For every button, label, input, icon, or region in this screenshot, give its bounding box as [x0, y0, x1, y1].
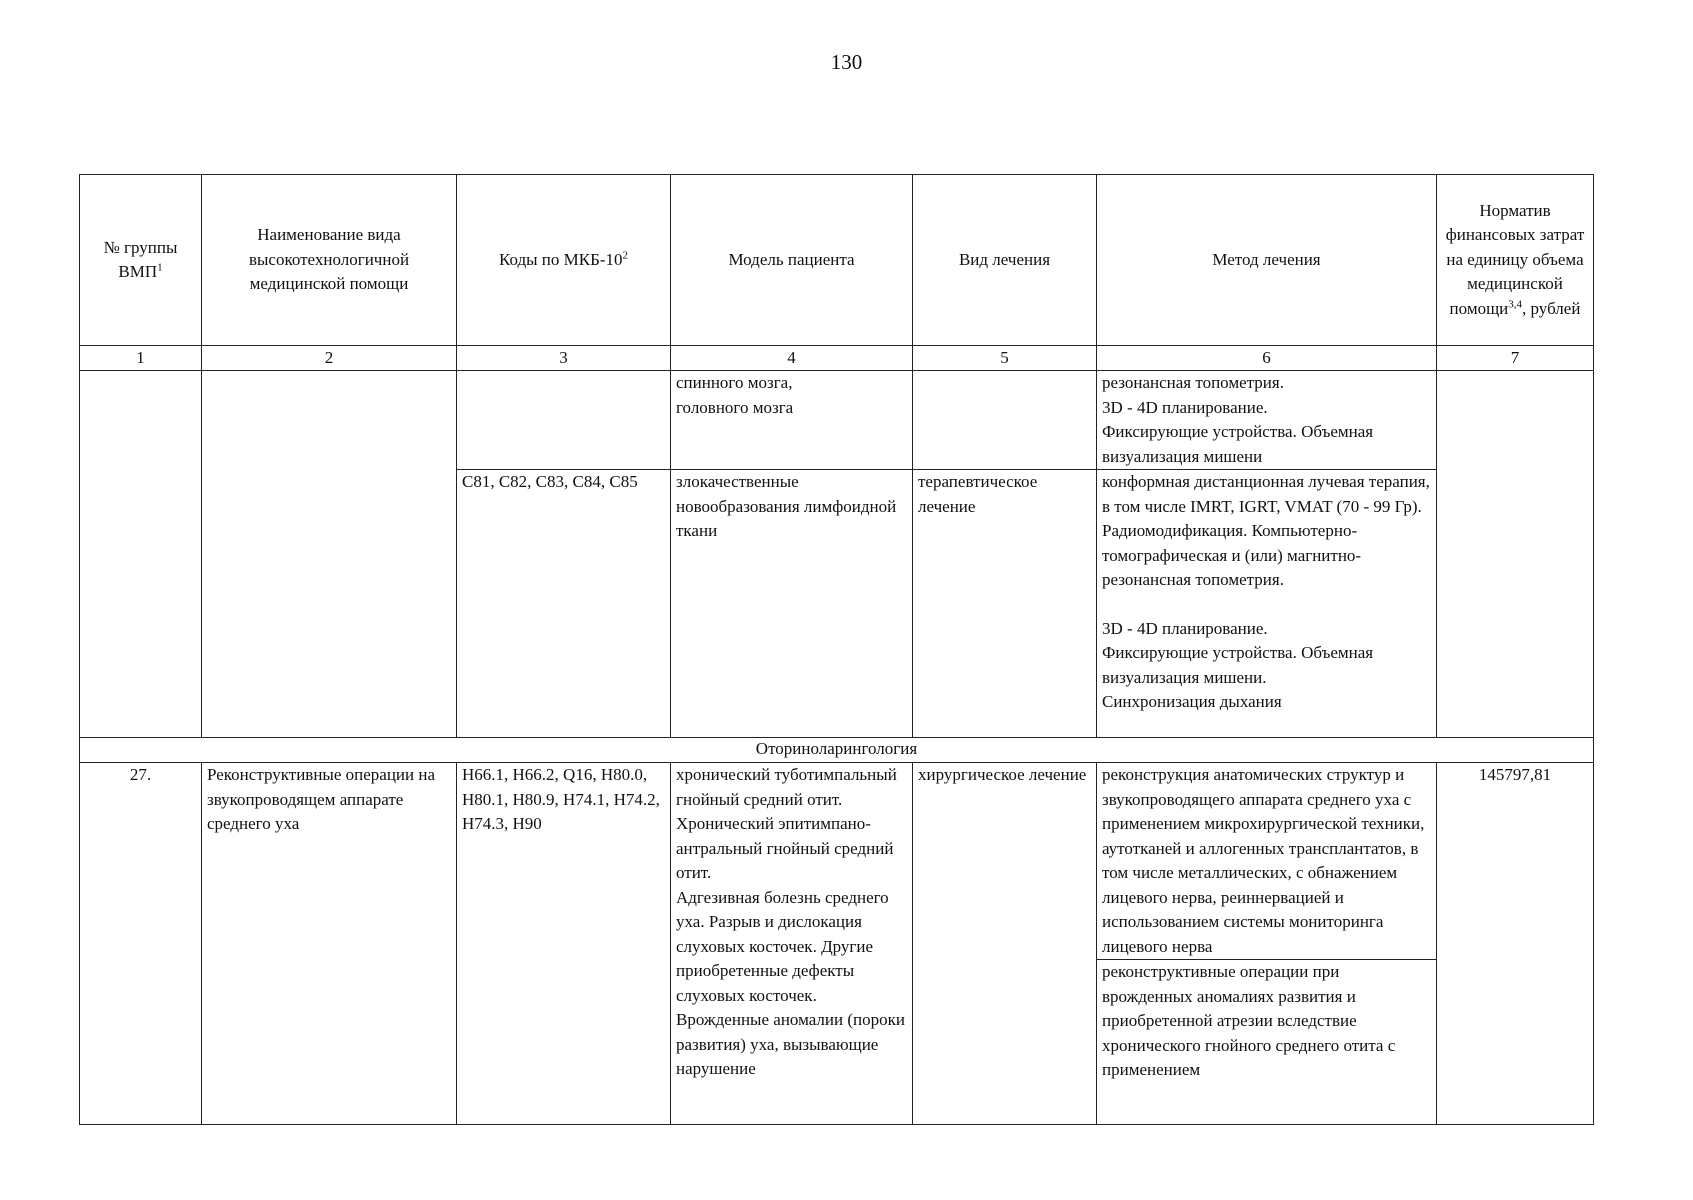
header-vmp-name: Наименование вида высокотехнологичной медицинской помощи [202, 175, 457, 346]
method-text: реконструкция анатомических структур и звукопроводящего аппарата среднего уха с применением микрохирургической техники, аутотканей и аллогенных трансплантатов, в том числе металлических, с обнажением лицевого нерва, реиннервацией и использованием системы мониторинга лицевого нерва [1097, 763, 1436, 960]
patient-model-cell: хронический туботимпальный гнойный средний отит. Хронический эпитимпано-антральный гнойный средний отит. Адгезивная болезнь среднего уха. Разрыв и дислокация слуховых косточек. Другие приобретенные дефекты слуховых косточек. Врожденные аномалии (пороки развития) уха, вызывающие нарушение [671, 763, 913, 1125]
column-number: 6 [1097, 346, 1437, 371]
column-number-row [80, 346, 1594, 371]
treatment-method-cell [1097, 470, 1437, 738]
column-number: 1 [80, 346, 202, 371]
method-text: реконструктивные операции при врожденных аномалиях развития и приобретенной атрезии вследствие хронического гнойного среднего отита с применением [1102, 962, 1396, 1079]
patient-model-cell: спинного мозга, головного мозга [671, 371, 913, 470]
treatment-type-cell [913, 371, 1097, 470]
table-row [80, 763, 1594, 1125]
treatment-method-cell [1097, 763, 1437, 1125]
column-number: 4 [671, 346, 913, 371]
paragraph-gap [1102, 593, 1431, 617]
header-cost-standard: Норматив финансовых затрат на единицу объема медицинской помощи$^{3,4}$, рублей [1437, 175, 1594, 346]
page-number: 130 [830, 50, 863, 74]
method-text: 3D - 4D планирование. Фиксирующие устройства. Объемная визуализация мишени. Синхронизация дыхания [1102, 618, 1374, 711]
table-row [80, 371, 1594, 470]
section-title: Оториноларингология [80, 738, 1594, 763]
vmp-name-cell [202, 371, 457, 738]
section-row [80, 738, 1594, 763]
group-number-cell [80, 371, 202, 738]
vmp-name-cell: Реконструктивные операции на звукопроводящем аппарате среднего уха [202, 763, 457, 1125]
icd-codes-cell [457, 371, 671, 470]
treatment-type-cell: хирургическое лечение [913, 763, 1097, 1125]
column-number: 5 [913, 346, 1097, 371]
header-icd-codes: Коды по МКБ-$10^2$ [457, 175, 671, 346]
column-number: 2 [202, 346, 457, 371]
column-number: 7 [1437, 346, 1594, 371]
header-group-number: № группы ВМП$^1$ [80, 175, 202, 346]
method-text: конформная дистанционная лучевая терапия, в том числе IMRT, IGRT, VMAT (70 - 99 Гр). Радиомодификация. Компьютерно-томографическая и (или) магнитно-резонансная топометрия. [1102, 472, 1430, 589]
cost-cell: 145797,81 [1437, 763, 1594, 1125]
icd-codes-cell: C81, C82, C83, C84, C85 [457, 470, 671, 738]
treatment-method-cell: резонансная топометрия. 3D - 4D планирование. Фиксирующие устройства. Объемная визуализация мишени [1097, 371, 1437, 470]
column-number: 3 [457, 346, 671, 371]
treatment-type-cell: терапевтическое лечение [913, 470, 1097, 738]
header-row [80, 175, 1594, 346]
header-treatment-type: Вид лечения [913, 175, 1097, 346]
group-number-cell: 27. [80, 763, 202, 1125]
vmp-table [79, 174, 1594, 1125]
header-treatment-method: Метод лечения [1097, 175, 1437, 346]
patient-model-cell: злокачественные новообразования лимфоидной ткани [671, 470, 913, 738]
header-patient-model: Модель пациента [671, 175, 913, 346]
icd-codes-cell: H66.1, H66.2, Q16, H80.0, H80.1, H80.9, H74.1, H74.2, H74.3, H90 [457, 763, 671, 1125]
cost-cell [1437, 371, 1594, 738]
